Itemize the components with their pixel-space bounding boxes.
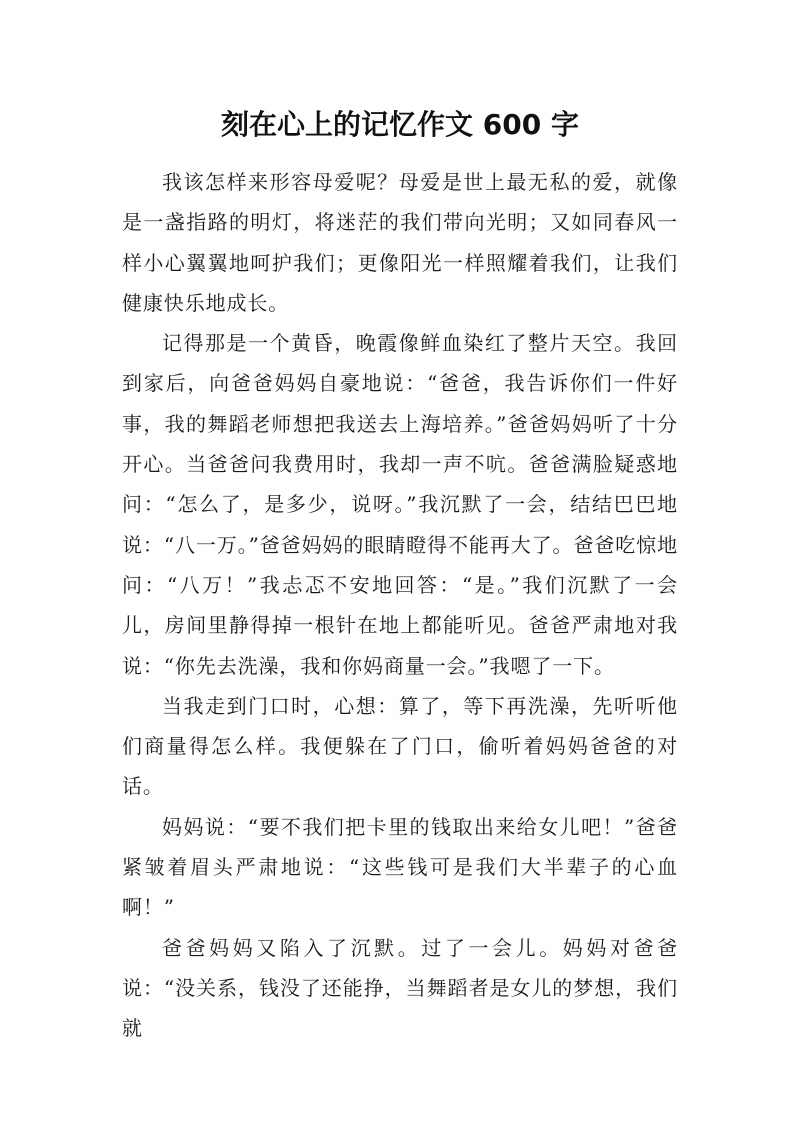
paragraph-4: 妈妈说：“要不我们把卡里的钱取出来给女儿吧！”爸爸紧皱着眉头严肃地说：“这些钱可是我们大半辈子的心血啊！” (122, 814, 678, 920)
paragraph-5: 爸爸妈妈又陷入了沉默。过了一会儿。妈妈对爸爸说：“没关系，钱没了还能挣，当舞蹈者是女儿的梦想，我们就 (122, 935, 678, 1041)
document-body (122, 162, 678, 1049)
document-title: 刻在心上的记忆作文 600 字 (221, 108, 579, 141)
paragraph-1: 我该怎样来形容母爱呢？母爱是世上最无私的爱，就像是一盏指路的明灯，将迷茫的我们带向光明；又如同春风一样小心翼翼地呵护我们；更像阳光一样照耀着我们，让我们健康快乐地成长。 (122, 170, 678, 315)
paragraph-2: 记得那是一个黄昏，晚霞像鲜血染红了整片天空。我回到家后，向爸爸妈妈自豪地说：“爸爸，我告诉你们一件好事，我的舞蹈老师想把我送去上海培养。”爸爸妈妈听了十分开心。当爸爸问我费用时，我却一声不吭。爸爸满脸疑惑地问：“怎么了，是多少，说呀。”我沉默了一会，结结巴巴地说：“八一万。”爸爸妈妈的眼睛瞪得不能再大了。爸爸吃惊地问：“八万！”我忐忑不安地回答：“是。”我们沉默了一会儿，房间里静得掉一根针在地上都能听见。爸爸严肃地对我说：“你先去洗澡，我和你妈商量一会。”我嗯了一下。 (122, 331, 678, 678)
paragraph-3: 当我走到门口时，心想：算了，等下再洗澡，先听听他们商量得怎么样。我便躲在了门口，偷听着妈妈爸爸的对话。 (122, 693, 678, 799)
